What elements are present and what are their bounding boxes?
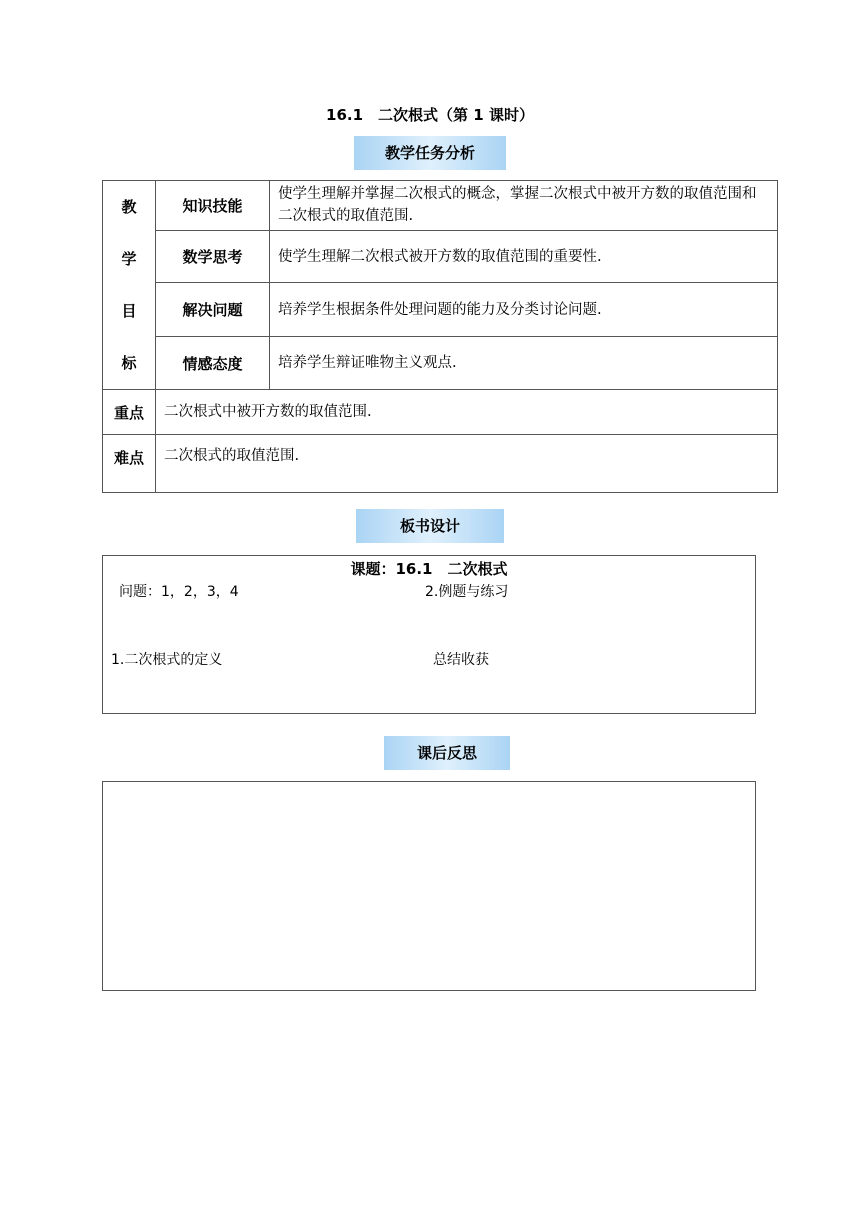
goal-label-char: 标 — [121, 354, 137, 372]
goal-label-problem-solving: 解决问题 — [156, 283, 270, 337]
page-title: 16.1 二次根式（第 1 课时） — [326, 106, 534, 124]
teaching-goals-table — [102, 180, 778, 493]
goal-label-char: 目 — [121, 302, 137, 320]
board-definition: 1.二次根式的定义 — [111, 652, 223, 668]
board-examples: 2.例题与练习 — [425, 584, 509, 600]
goal-text-problem-solving: 培养学生根据条件处理问题的能力及分类讨论问题. — [270, 283, 778, 337]
goal-label-char: 教 — [121, 198, 137, 216]
board-title: 课题：16.1 二次根式 — [350, 560, 508, 578]
goal-label-math-thinking: 数学思考 — [156, 230, 270, 283]
reflection-box — [102, 781, 756, 991]
difficulty-label: 难点 — [103, 435, 156, 493]
board-questions: 问题：1，2，3，4 — [119, 584, 239, 600]
goal-label-attitude: 情感态度 — [156, 337, 270, 390]
difficulty-text: 二次根式的取值范围. — [156, 435, 778, 493]
goal-label-knowledge-skills: 知识技能 — [156, 181, 270, 231]
key-point-text: 二次根式中被开方数的取值范围. — [156, 390, 778, 435]
goal-text-attitude: 培养学生辩证唯物主义观点. — [270, 337, 778, 390]
goal-text-knowledge-skills: 使学生理解并掌握二次根式的概念，掌握二次根式中被开方数的取值范围和二次根式的取值范围. — [270, 181, 778, 231]
goal-label-char: 学 — [121, 250, 137, 268]
section-banner-teaching-task-analysis: 教学任务分析 — [354, 136, 506, 170]
key-point-label: 重点 — [103, 390, 156, 435]
section-banner-board-design: 板书设计 — [356, 509, 504, 543]
teaching-goals-label — [103, 181, 156, 390]
section-banner-reflection: 课后反思 — [384, 736, 510, 770]
board-summary: 总结收获 — [433, 652, 489, 668]
goal-text-math-thinking: 使学生理解二次根式被开方数的取值范围的重要性. — [270, 230, 778, 283]
board-design-box — [102, 555, 756, 714]
